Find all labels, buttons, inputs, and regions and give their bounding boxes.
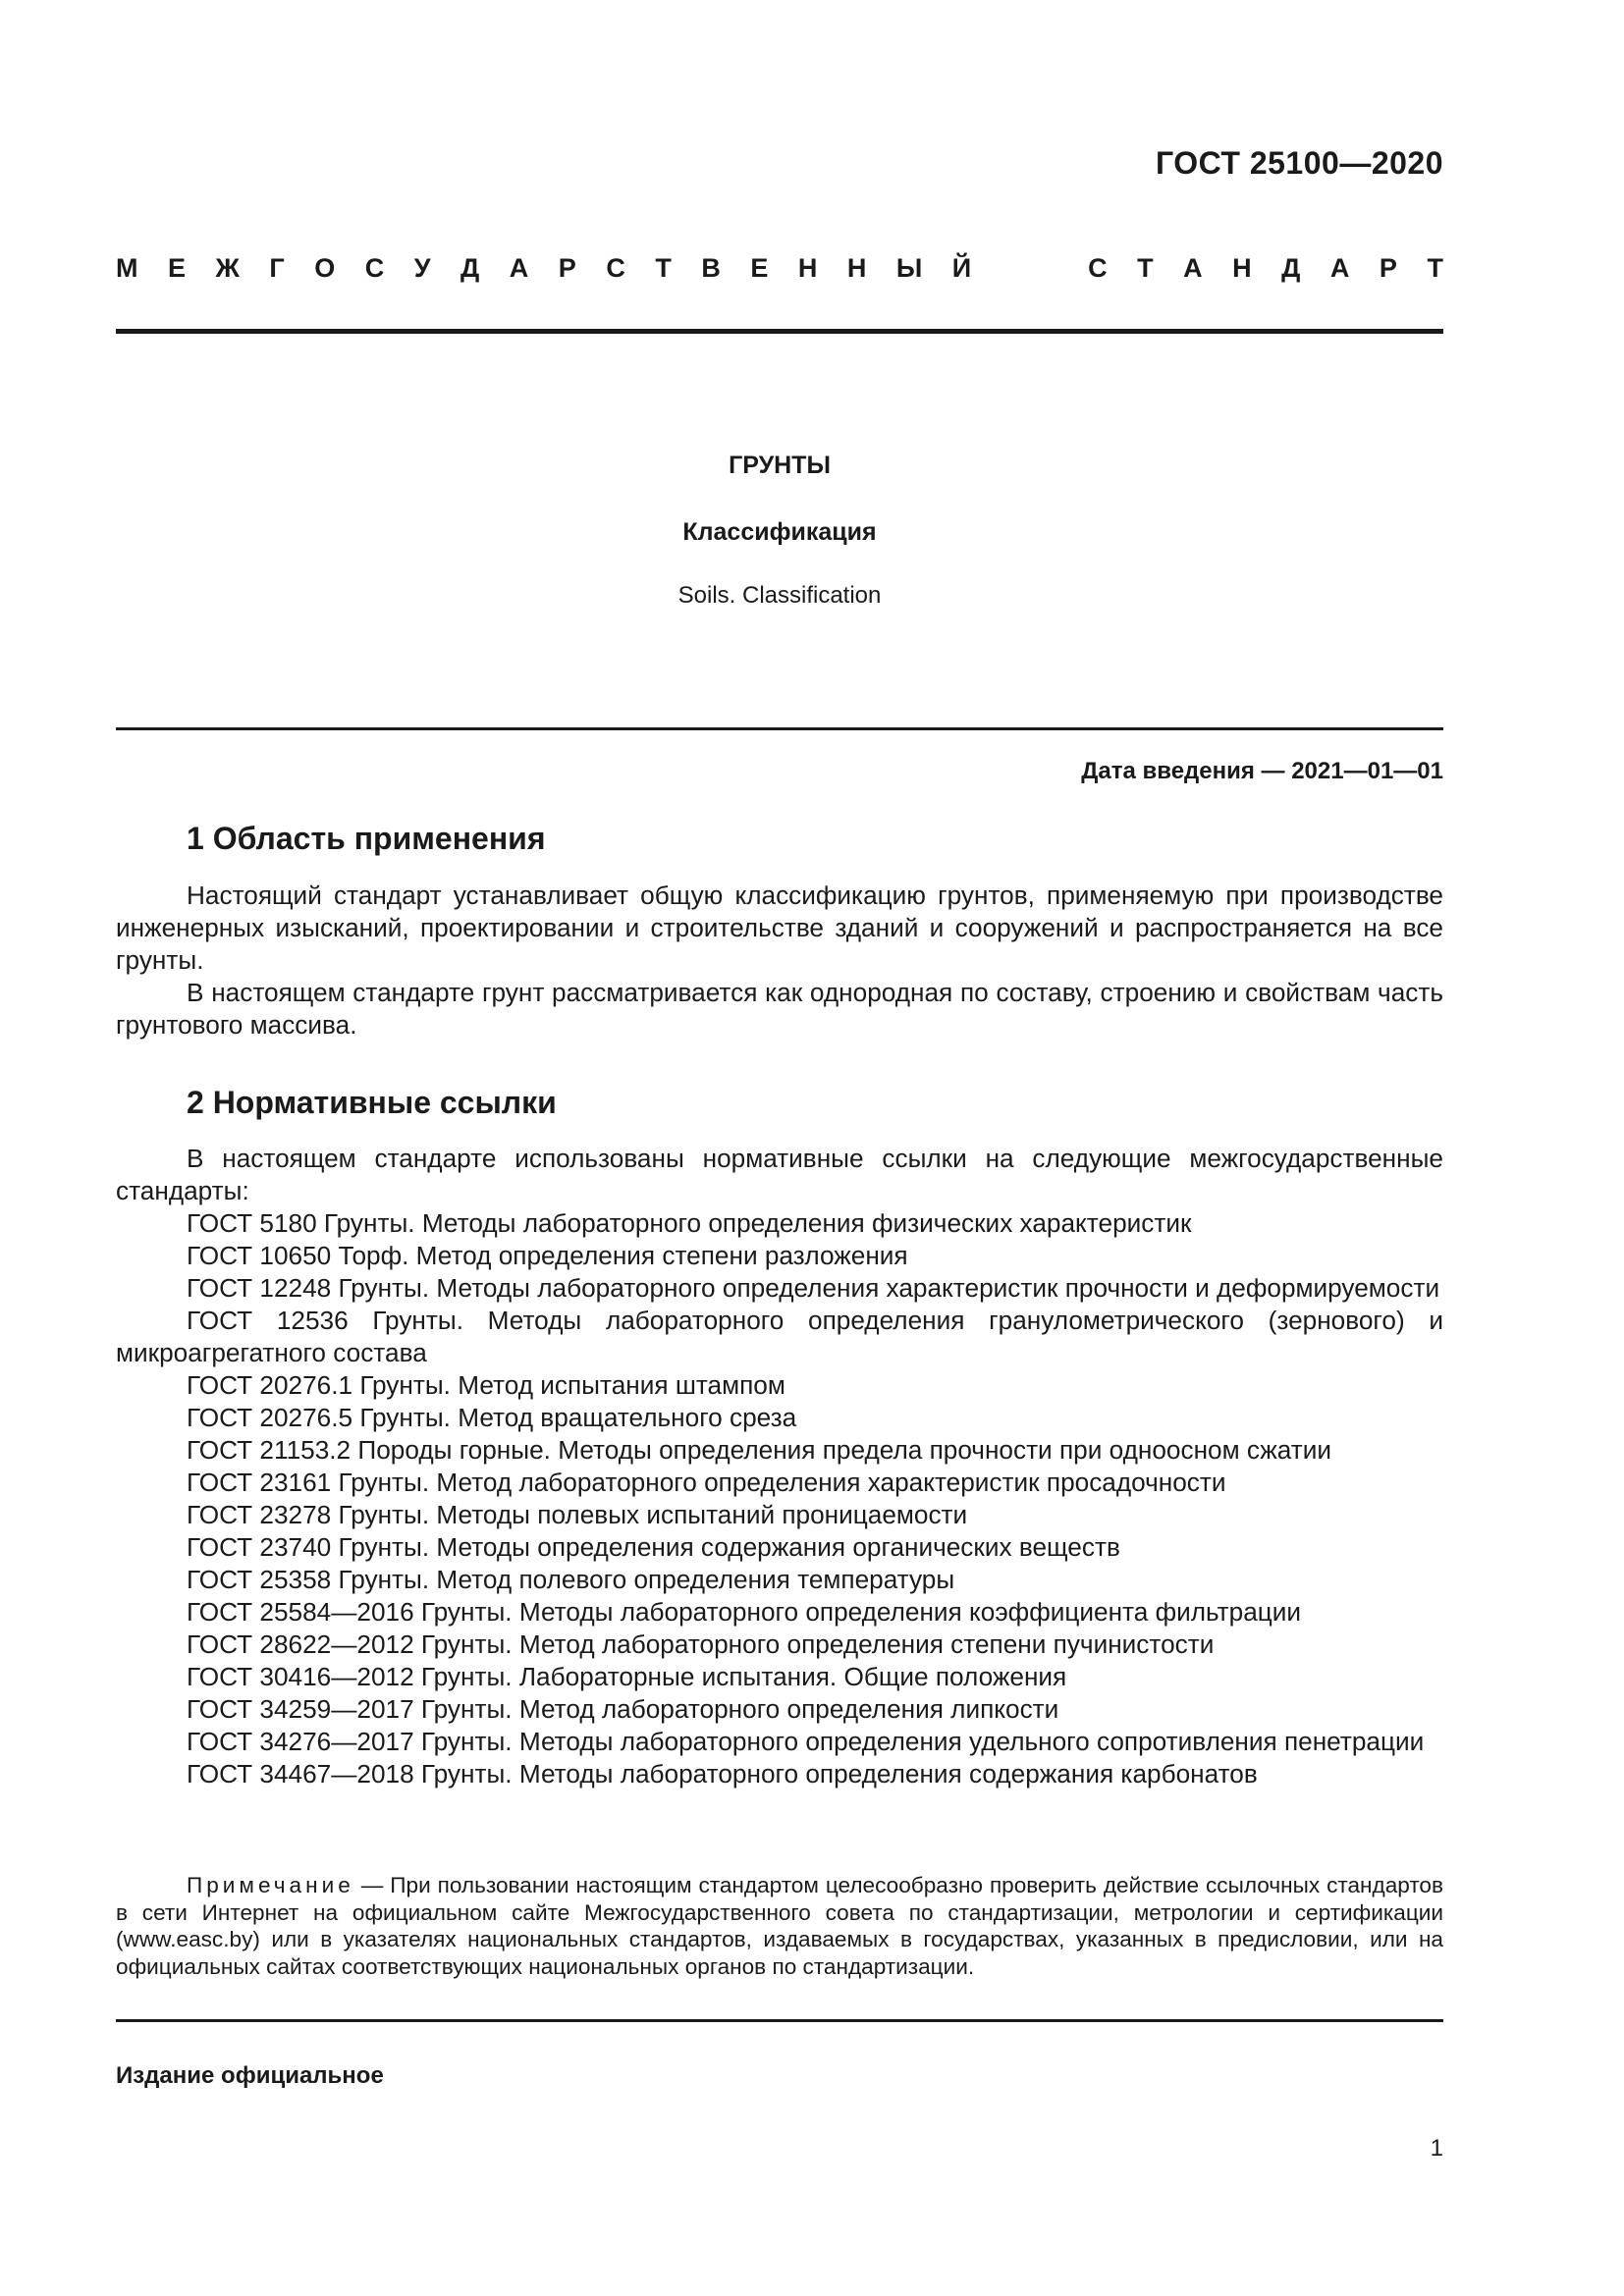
paragraph: Настоящий стандарт устанавливает общую классификацию грунтов, применяемую при производстве инженерных изысканий, проектировании и строительстве зданий и сооружений и распространяется на все грунты. xyxy=(116,881,1443,975)
note-text: — При пользовании настоящим стандартом целесообразно проверить действие ссылочных стандартов в сети Интернет на официальном сайте Межгосударственного совета по стандартизации, метрологии и сертификации (www.easc.by) или в указателях национальных стандартов, издаваемых в государствах, указанных в предисловии, или на официальных сайтах соответствующих национальных органов по стандартизации. xyxy=(116,1873,1443,1979)
reference-item: ГОСТ 12248 Грунты. Методы лабораторного определения характеристик прочности и деформируемости xyxy=(187,1273,1440,1303)
reference-item: ГОСТ 30416—2012 Грунты. Лабораторные испытания. Общие положения xyxy=(187,1662,1067,1691)
paragraph: В настоящем стандарте использованы нормативные ссылки на следующие межгосударственные стандарты: xyxy=(116,1144,1443,1205)
footer-rule xyxy=(116,2019,1443,2022)
section-body-scope xyxy=(116,880,1443,1041)
reference-item: ГОСТ 25584—2016 Грунты. Методы лабораторного определения коэффициента фильтрации xyxy=(187,1597,1302,1627)
title-rule xyxy=(116,727,1443,730)
banner-letter: С xyxy=(364,253,385,283)
banner-letter: Н xyxy=(1232,253,1252,283)
banner-letter: Т xyxy=(1137,253,1154,283)
banner-letter: М xyxy=(116,253,138,283)
reference-item: ГОСТ 23740 Грунты. Методы определения содержания органических веществ xyxy=(187,1532,1120,1562)
reference-item: ГОСТ 10650 Торф. Метод определения степени разложения xyxy=(187,1241,908,1270)
note-label: Примечание xyxy=(187,1873,354,1897)
banner-letter: В xyxy=(701,253,721,283)
banner-letter: С xyxy=(1088,253,1108,283)
section-heading-references: 2 Нормативные ссылки xyxy=(187,1085,557,1120)
banner-letter: Е xyxy=(750,253,769,283)
document-title: ГРУНТЫ xyxy=(729,452,831,479)
reference-item: ГОСТ 34467—2018 Грунты. Методы лабораторного определения содержания карбонатов xyxy=(187,1759,1258,1789)
section-body-references xyxy=(116,1143,1443,1790)
banner-letter: Р xyxy=(558,253,576,283)
reference-item: ГОСТ 20276.1 Грунты. Метод испытания штампом xyxy=(187,1370,785,1400)
document-subtitle: Классификация xyxy=(682,518,877,546)
document-number: ГОСТ 25100—2020 xyxy=(1155,145,1443,181)
banner-letter: Ж xyxy=(215,253,240,283)
banner-letter: Н xyxy=(797,253,818,283)
standard-type-banner xyxy=(116,253,1443,284)
document-page xyxy=(116,0,1443,2296)
banner-letter: Н xyxy=(846,253,867,283)
paragraph: В настоящем стандарте грунт рассматривается как однородная по составу, строению и свойствам часть грунтового массива. xyxy=(116,978,1443,1040)
introduction-date: Дата введения — 2021—01—01 xyxy=(1081,758,1443,784)
reference-item: ГОСТ 5180 Грунты. Методы лабораторного определения физических характеристик xyxy=(187,1208,1192,1238)
references-note xyxy=(116,1872,1443,1980)
banner-letter: Е xyxy=(168,253,187,283)
banner-letter: Д xyxy=(1281,253,1301,283)
banner-letter: Ы xyxy=(895,253,923,283)
document-title-english: Soils. Classification xyxy=(677,582,882,609)
banner-letter: Р xyxy=(1379,253,1397,283)
header-rule xyxy=(116,329,1443,334)
reference-item: ГОСТ 23161 Грунты. Метод лабораторного определения характеристик просадочности xyxy=(187,1468,1226,1497)
banner-letter: Й xyxy=(951,253,972,283)
official-edition-label: Издание официальное xyxy=(116,2062,384,2089)
banner-letter: О xyxy=(314,253,336,283)
banner-letter: Т xyxy=(655,253,672,283)
reference-item: ГОСТ 25358 Грунты. Метод полевого определения температуры xyxy=(187,1565,955,1594)
reference-item: ГОСТ 12536 Грунты. Методы лабораторного определения гранулометрического (зернового) и микроагрегатного состава xyxy=(116,1306,1443,1367)
banner-letter: Д xyxy=(460,253,480,283)
reference-item: ГОСТ 28622—2012 Грунты. Метод лабораторного определения степени пучинистости xyxy=(187,1629,1215,1659)
banner-letter: Т xyxy=(1427,253,1443,283)
banner-letter: А xyxy=(1329,253,1350,283)
banner-letter: С xyxy=(606,253,625,283)
banner-letter: Г xyxy=(269,253,285,283)
section-heading-scope: 1 Область применения xyxy=(187,821,546,856)
reference-item: ГОСТ 34276—2017 Грунты. Методы лабораторного определения удельного сопротивления пенетрации xyxy=(187,1727,1425,1756)
banner-word-gap xyxy=(1001,253,1058,284)
page-number: 1 xyxy=(1430,2135,1443,2162)
reference-item: ГОСТ 20276.5 Грунты. Метод вращательного среза xyxy=(187,1403,797,1432)
banner-letter: У xyxy=(413,253,431,283)
banner-letter: А xyxy=(1183,253,1203,283)
banner-letter: А xyxy=(509,253,529,283)
reference-item: ГОСТ 21153.2 Породы горные. Методы определения предела прочности при одноосном сжатии xyxy=(187,1435,1332,1465)
reference-item: ГОСТ 23278 Грунты. Методы полевых испытаний проницаемости xyxy=(187,1500,968,1529)
reference-item: ГОСТ 34259—2017 Грунты. Метод лабораторного определения липкости xyxy=(187,1694,1059,1724)
